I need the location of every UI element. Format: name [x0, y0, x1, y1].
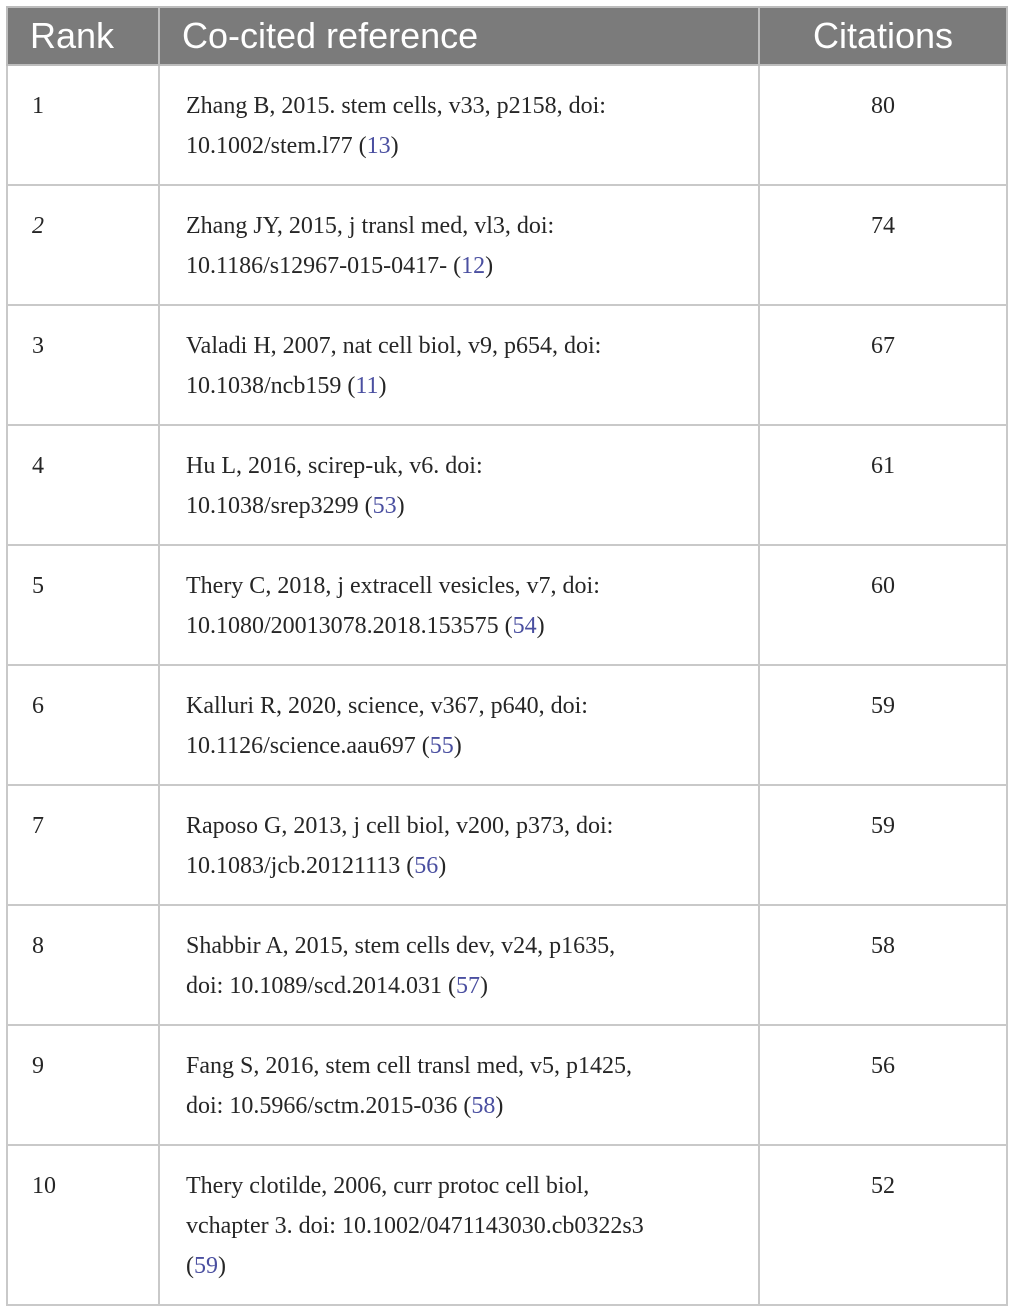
- reference-cell: Fang S, 2016, stem cell transl med, v5, p1425, doi: 10.5966/sctm.2015-036 (58): [159, 1025, 759, 1145]
- rank-cell: 8: [7, 905, 159, 1025]
- reference-cell: Thery clotilde, 2006, curr protoc cell biol, vchapter 3. doi: 10.1002/0471143030.cb0322s3 (59): [159, 1145, 759, 1305]
- reference-text: Kalluri R, 2020, science, v367, p640, doi:: [186, 693, 588, 719]
- table-row: [7, 665, 1007, 785]
- rank-cell: 5: [7, 545, 159, 665]
- reference-cell: Zhang JY, 2015, j transl med, vl3, doi: 10.1186/s12967-015-0417- (12): [159, 185, 759, 305]
- reference-cell: Valadi H, 2007, nat cell biol, v9, p654, doi: 10.1038/ncb159 (11): [159, 305, 759, 425]
- reference-number-link[interactable]: 53: [372, 493, 397, 519]
- reference-text: doi: 10.1089/scd.2014.031: [186, 973, 448, 999]
- citations-cell: 67: [759, 305, 1007, 425]
- table-row: [7, 905, 1007, 1025]
- citations-cell: 61: [759, 425, 1007, 545]
- table-row: [7, 425, 1007, 545]
- reference-number-link[interactable]: 12: [461, 253, 486, 279]
- rank-cell: 2: [7, 185, 159, 305]
- table-row: [7, 305, 1007, 425]
- citations-cell: 58: [759, 905, 1007, 1025]
- reference-cell: Kalluri R, 2020, science, v367, p640, doi: 10.1126/science.aau697 (55): [159, 665, 759, 785]
- reference-text: Fang S, 2016, stem cell transl med, v5, p1425,: [186, 1053, 632, 1079]
- rank-cell: 6: [7, 665, 159, 785]
- table-row: [7, 1025, 1007, 1145]
- table-row: [7, 185, 1007, 305]
- reference-text: 10.1002/stem.l77: [186, 133, 359, 159]
- table-row: [7, 785, 1007, 905]
- table-row: [7, 1145, 1007, 1305]
- rank-cell: 1: [7, 65, 159, 185]
- reference-number-link[interactable]: 58: [471, 1093, 496, 1119]
- citations-cell: 74: [759, 185, 1007, 305]
- citations-cell: 80: [759, 65, 1007, 185]
- reference-cell: Hu L, 2016, scirep-uk, v6. doi: 10.1038/srep3299 (53): [159, 425, 759, 545]
- citations-column-header: Citations: [759, 7, 1007, 65]
- reference-text: Raposo G, 2013, j cell biol, v200, p373, doi:: [186, 813, 614, 839]
- rank-cell: 9: [7, 1025, 159, 1145]
- reference-number-link[interactable]: 56: [414, 853, 439, 879]
- rank-cell: 4: [7, 425, 159, 545]
- reference-cell: Zhang B, 2015. stem cells, v33, p2158, doi: 10.1002/stem.l77 (13): [159, 65, 759, 185]
- citations-cell: 52: [759, 1145, 1007, 1305]
- co-cited-references-table: [6, 6, 1008, 1306]
- table-row: [7, 65, 1007, 185]
- reference-number-link[interactable]: 13: [366, 133, 391, 159]
- reference-text: 10.1038/ncb159: [186, 373, 348, 399]
- table-row: [7, 545, 1007, 665]
- reference-text: Hu L, 2016, scirep-uk, v6. doi:: [186, 453, 483, 479]
- reference-text: Thery C, 2018, j extracell vesicles, v7, doi:: [186, 573, 600, 599]
- reference-text: Thery clotilde, 2006, curr protoc cell biol,: [186, 1173, 590, 1199]
- reference-text: 10.1083/jcb.20121113: [186, 853, 407, 879]
- rank-column-header: Rank: [7, 7, 159, 65]
- reference-column-header: Co-cited reference: [159, 7, 759, 65]
- reference-text: 10.1038/srep3299: [186, 493, 365, 519]
- reference-number-link[interactable]: 57: [456, 973, 480, 999]
- reference-cell: Thery C, 2018, j extracell vesicles, v7, doi: 10.1080/20013078.2018.153575 (54): [159, 545, 759, 665]
- reference-text: Zhang B, 2015. stem cells, v33, p2158, doi:: [186, 93, 606, 119]
- reference-text: Shabbir A, 2015, stem cells dev, v24, p1635,: [186, 933, 616, 959]
- citations-cell: 56: [759, 1025, 1007, 1145]
- reference-text: 10.1186/s12967-015-0417-: [186, 253, 454, 279]
- reference-cell: Raposo G, 2013, j cell biol, v200, p373, doi: 10.1083/jcb.20121113 (56): [159, 785, 759, 905]
- citations-cell: 60: [759, 545, 1007, 665]
- reference-number-link[interactable]: 11: [355, 373, 379, 399]
- citations-cell: 59: [759, 785, 1007, 905]
- reference-cell: Shabbir A, 2015, stem cells dev, v24, p1635, doi: 10.1089/scd.2014.031 (57): [159, 905, 759, 1025]
- reference-number-link[interactable]: 55: [429, 733, 454, 759]
- table-header-row: [7, 7, 1007, 65]
- reference-text: 10.1080/20013078.2018.153575: [186, 613, 505, 639]
- rank-cell: 7: [7, 785, 159, 905]
- reference-number-link[interactable]: 59: [194, 1253, 218, 1279]
- reference-text: doi: 10.5966/sctm.2015-036: [186, 1093, 464, 1119]
- reference-text: Zhang JY, 2015, j transl med, vl3, doi:: [186, 213, 555, 239]
- rank-cell: 10: [7, 1145, 159, 1305]
- reference-number-link[interactable]: 54: [512, 613, 537, 639]
- rank-cell: 3: [7, 305, 159, 425]
- reference-text: 10.1126/science.aau697: [186, 733, 422, 759]
- reference-text: Valadi H, 2007, nat cell biol, v9, p654, doi:: [186, 333, 602, 359]
- reference-text: vchapter 3. doi: 10.1002/0471143030.cb0322s3: [186, 1213, 644, 1239]
- citations-cell: 59: [759, 665, 1007, 785]
